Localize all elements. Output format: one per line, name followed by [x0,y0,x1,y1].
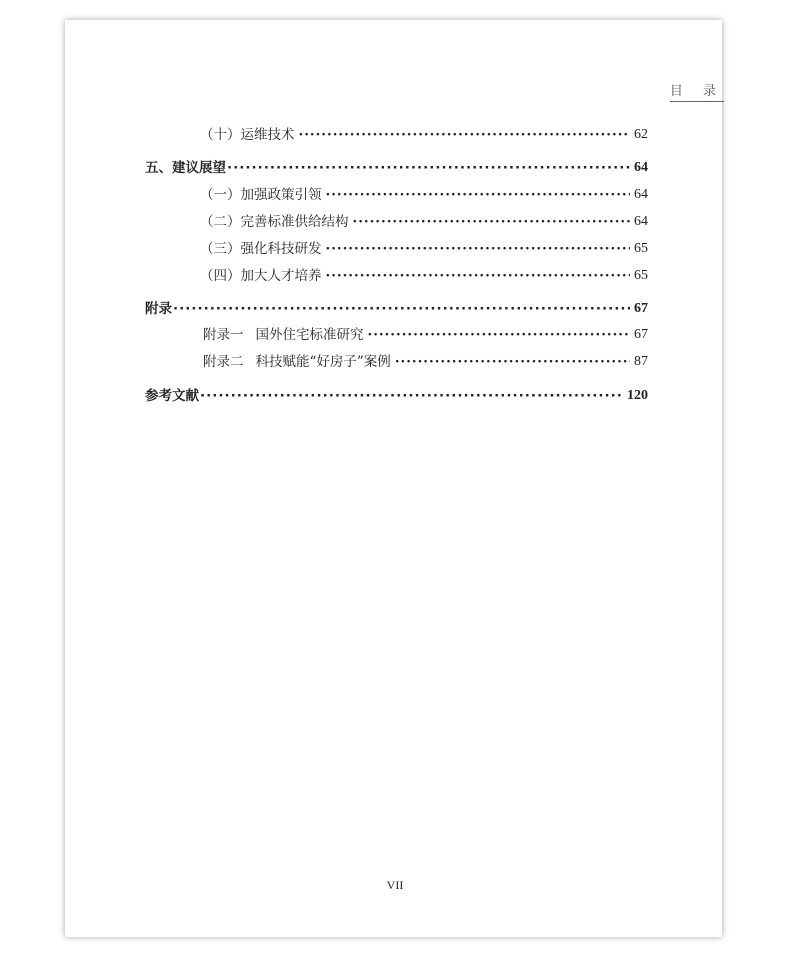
toc-page: 64 [634,187,648,202]
toc-entry[interactable] [203,352,648,372]
toc-page: 64 [634,160,648,175]
running-header: 目 录 [670,84,724,102]
dot-leader [200,386,623,406]
toc-label: 参考文献 [145,388,199,404]
dot-leader [326,239,631,259]
toc-entry[interactable] [200,125,648,145]
toc-entry[interactable] [200,185,648,205]
toc-page: 64 [634,214,648,229]
toc-entry[interactable] [200,266,648,286]
toc-page: 65 [634,268,648,283]
toc-label: 附录二 [203,354,244,370]
toc-entry[interactable] [200,212,648,232]
toc-page: 62 [634,127,648,142]
toc-entry[interactable] [200,239,648,259]
toc-label: （十）运维技术 [200,127,295,143]
toc-label: 五、建议展望 [145,160,226,176]
toc-page: 67 [634,327,648,342]
toc-label: （四）加大人才培养 [200,268,322,284]
dot-leader [353,212,631,232]
toc-label: （三）强化科技研发 [200,241,322,257]
toc-entry[interactable] [145,158,648,178]
toc-label: （一）加强政策引领 [200,187,322,203]
toc-title: 科技赋能“好房子”案例 [255,354,391,370]
dot-leader [227,158,630,178]
dot-leader [326,266,631,286]
page-number: VII [386,878,404,892]
dot-leader [326,185,631,205]
toc-page: 67 [634,301,648,316]
toc-page: 65 [634,241,648,256]
toc-label: 附录一 [203,327,244,343]
toc-page: 87 [634,354,648,369]
toc-page: 120 [627,388,648,403]
toc-entry[interactable] [203,325,648,345]
dot-leader [368,325,631,345]
toc-entry[interactable] [145,386,648,406]
toc-title: 国外住宅标准研究 [255,327,364,343]
toc-label: （二）完善标准供给结构 [200,214,349,230]
dot-leader [395,352,630,372]
dot-leader [173,299,630,319]
toc-entry[interactable] [145,299,648,319]
dot-leader [299,125,631,145]
toc-label: 附录 [145,301,172,317]
